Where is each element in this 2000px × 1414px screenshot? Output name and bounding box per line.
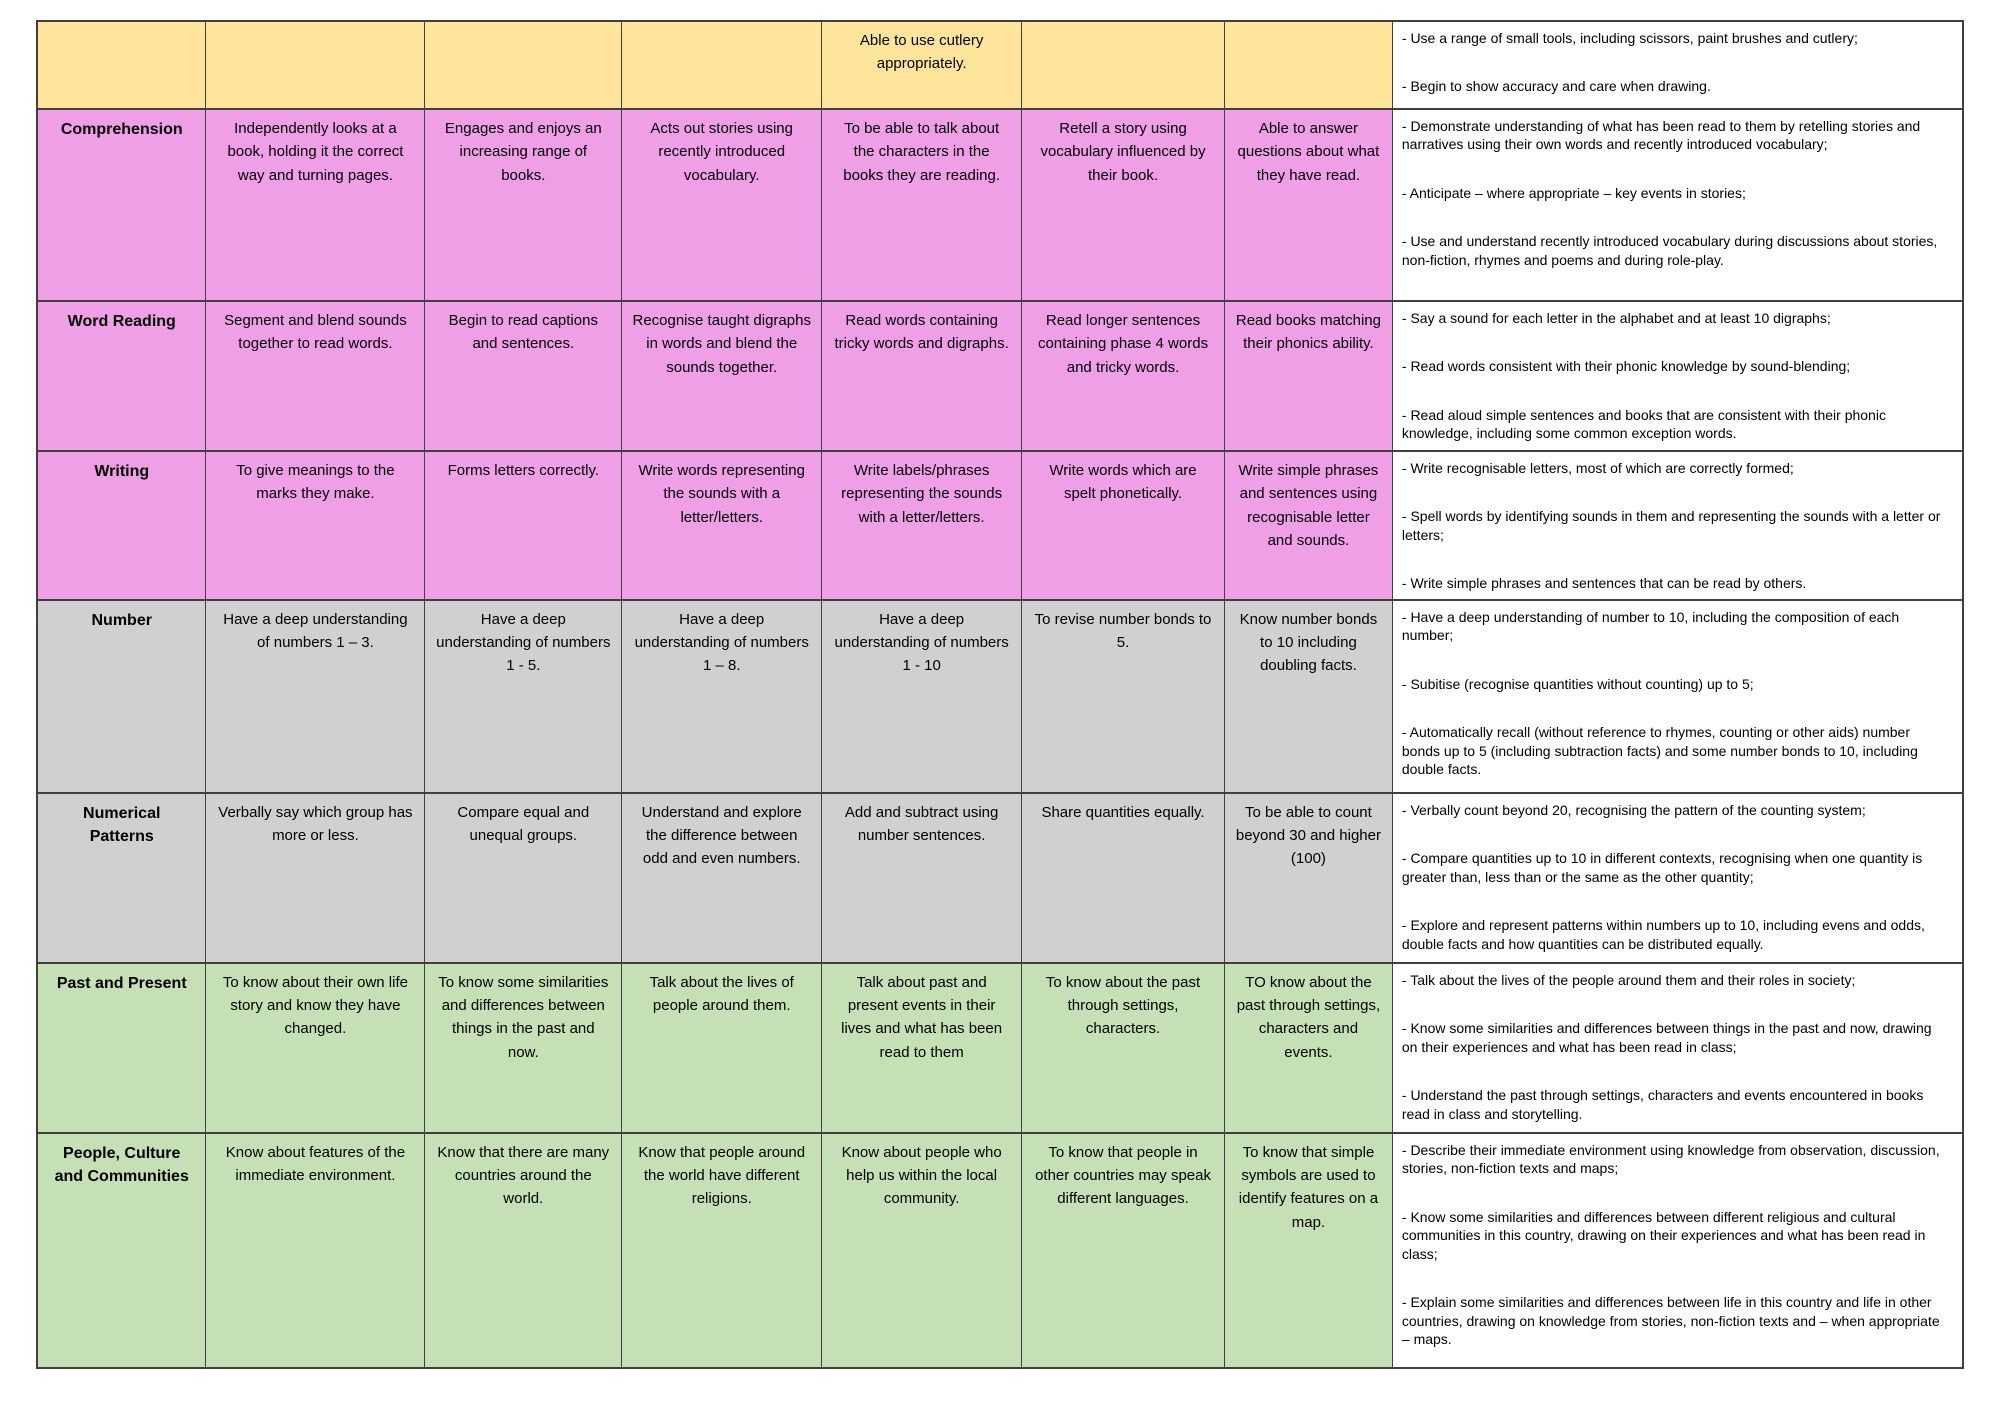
term-cell: Share quantities equally. bbox=[1022, 793, 1225, 963]
term-cell: To know about the past through settings, characters. bbox=[1022, 963, 1225, 1133]
term-cell: Know that there are many countries around the world. bbox=[425, 1133, 622, 1368]
term-cell: Begin to read captions and sentences. bbox=[425, 301, 622, 451]
elg-item: - Automatically recall (without reference to rhymes, counting or other aids) number bonds up to 5 (including subtraction facts) and some number bonds to 10, including double facts. bbox=[1401, 724, 1918, 778]
term-cell: Write words representing the sounds with a letter/letters. bbox=[622, 451, 822, 600]
table-row bbox=[37, 451, 1963, 600]
term-cell: Verbally say which group has more or less. bbox=[206, 793, 425, 963]
table-row bbox=[37, 301, 1963, 451]
term-cell: Add and subtract using number sentences. bbox=[822, 793, 1022, 963]
term-cell: Know number bonds to 10 including doubling facts. bbox=[1224, 600, 1392, 793]
elg-cell bbox=[1392, 600, 1963, 793]
elg-item: - Verbally count beyond 20, recognising the pattern of the counting system; bbox=[1401, 801, 1866, 818]
term-cell: Write words which are spelt phonetically. bbox=[1022, 451, 1225, 600]
table-row bbox=[37, 1133, 1963, 1368]
term-cell: Able to use cutlery appropriately. bbox=[822, 21, 1022, 109]
elg-item: - Explore and represent patterns within numbers up to 10, including evens and odds, double facts and how quantities can be distributed equally. bbox=[1401, 917, 1925, 952]
elg-item: - Talk about the lives of the people around them and their roles in society; bbox=[1401, 971, 1856, 988]
elg-item: - Anticipate – where appropriate – key events in stories; bbox=[1401, 184, 1746, 201]
elg-cell bbox=[1392, 1133, 1963, 1368]
elg-item: - Explain some similarities and differences between life in this country and life in other countries, drawing on knowledge from stories, non-fiction texts and – when appropriate – maps. bbox=[1401, 1294, 1940, 1348]
elg-item: - Know some similarities and differences between things in the past and now, drawing on their experiences and what has been read in class; bbox=[1401, 1020, 1932, 1055]
row-label: Writing bbox=[37, 451, 206, 600]
row-label: Number bbox=[37, 600, 206, 793]
term-cell: Read words containing tricky words and digraphs. bbox=[822, 301, 1022, 451]
term-cell: Know that people around the world have different religions. bbox=[622, 1133, 822, 1368]
term-cell: Independently looks at a book, holding it the correct way and turning pages. bbox=[206, 109, 425, 301]
term-cell: Understand and explore the difference between odd and even numbers. bbox=[622, 793, 822, 963]
term-cell: Read longer sentences containing phase 4 words and tricky words. bbox=[1022, 301, 1225, 451]
term-cell bbox=[1224, 21, 1392, 109]
row-label: Word Reading bbox=[37, 301, 206, 451]
term-cell bbox=[425, 21, 622, 109]
row-label: People, Culture and Communities bbox=[37, 1133, 206, 1368]
term-cell: Know about people who help us within the local community. bbox=[822, 1133, 1022, 1368]
elg-item: - Read words consistent with their phonic knowledge by sound-blending; bbox=[1401, 358, 1851, 375]
elg-item: - Know some similarities and differences between different religious and cultural communities in this country, drawing on their experiences and what has been read in class; bbox=[1401, 1208, 1926, 1262]
elg-item: - Write recognisable letters, most of which are correctly formed; bbox=[1401, 460, 1794, 476]
elg-item: - Use a range of small tools, including scissors, paint brushes and cutlery; bbox=[1401, 30, 1858, 46]
term-cell: Have a deep understanding of numbers 1 - 5. bbox=[425, 600, 622, 793]
table-row bbox=[37, 21, 1963, 109]
term-cell: To be able to count beyond 30 and higher (100) bbox=[1224, 793, 1392, 963]
term-cell: Acts out stories using recently introduced vocabulary. bbox=[622, 109, 822, 301]
term-cell: To be able to talk about the characters in the books they are reading. bbox=[822, 109, 1022, 301]
row-label: Past and Present bbox=[37, 963, 206, 1133]
elg-item: - Have a deep understanding of number to 10, including the composition of each number; bbox=[1401, 608, 1900, 644]
term-cell: To know that simple symbols are used to identify features on a map. bbox=[1224, 1133, 1392, 1368]
elg-cell bbox=[1392, 301, 1963, 451]
elg-item: - Read aloud simple sentences and books that are consistent with their phonic knowledge, including some common exception words. bbox=[1401, 406, 1886, 442]
term-cell: Engages and enjoys an increasing range of books. bbox=[425, 109, 622, 301]
term-cell: Know about features of the immediate environment. bbox=[206, 1133, 425, 1368]
elg-item: - Use and understand recently introduced vocabulary during discussions about stories, non-fiction, rhymes and poems and during role-play. bbox=[1401, 233, 1938, 268]
elg-cell bbox=[1392, 109, 1963, 301]
term-cell: Have a deep understanding of numbers 1 - 10 bbox=[822, 600, 1022, 793]
elg-cell bbox=[1392, 963, 1963, 1133]
elg-cell bbox=[1392, 21, 1963, 109]
term-cell: Forms letters correctly. bbox=[425, 451, 622, 600]
elg-item: - Say a sound for each letter in the alphabet and at least 10 digraphs; bbox=[1401, 310, 1831, 326]
elg-item: - Subitise (recognise quantities without counting) up to 5; bbox=[1401, 675, 1754, 692]
elg-item: - Compare quantities up to 10 in different contexts, recognising when one quantity is greater than, less than or the same as the other quantity; bbox=[1401, 850, 1923, 885]
elg-item: - Begin to show accuracy and care when drawing. bbox=[1401, 78, 1711, 95]
term-cell: Recognise taught digraphs in words and blend the sounds together. bbox=[622, 301, 822, 451]
term-cell: Able to answer questions about what they have read. bbox=[1224, 109, 1392, 301]
term-cell: Write labels/phrases representing the sounds with a letter/letters. bbox=[822, 451, 1022, 600]
term-cell: Compare equal and unequal groups. bbox=[425, 793, 622, 963]
term-cell: Segment and blend sounds together to read words. bbox=[206, 301, 425, 451]
term-cell: To know about their own life story and know they have changed. bbox=[206, 963, 425, 1133]
term-cell: Have a deep understanding of numbers 1 – 3. bbox=[206, 600, 425, 793]
elg-item: - Understand the past through settings, characters and events encountered in books read in class and storytelling. bbox=[1401, 1087, 1924, 1122]
term-cell: Write simple phrases and sentences using recognisable letter and sounds. bbox=[1224, 451, 1392, 600]
term-cell: To know some similarities and differences between things in the past and now. bbox=[425, 963, 622, 1133]
elg-item: - Demonstrate understanding of what has been read to them by retelling stories and narratives using their own words and recently introduced vocabulary; bbox=[1401, 118, 1921, 153]
table-row bbox=[37, 963, 1963, 1133]
row-label bbox=[37, 21, 206, 109]
table-row bbox=[37, 600, 1963, 793]
term-cell: To know that people in other countries may speak different languages. bbox=[1022, 1133, 1225, 1368]
table-row bbox=[37, 109, 1963, 301]
term-cell bbox=[1022, 21, 1225, 109]
term-cell: TO know about the past through settings, characters and events. bbox=[1224, 963, 1392, 1133]
elg-item: - Spell words by identifying sounds in them and representing the sounds with a letter or letters; bbox=[1401, 508, 1941, 543]
term-cell: Read books matching their phonics ability. bbox=[1224, 301, 1392, 451]
term-cell: To give meanings to the marks they make. bbox=[206, 451, 425, 600]
elg-item: - Write simple phrases and sentences that can be read by others. bbox=[1401, 575, 1807, 592]
term-cell bbox=[206, 21, 425, 109]
term-cell bbox=[622, 21, 822, 109]
elg-cell bbox=[1392, 451, 1963, 600]
term-cell: To revise number bonds to 5. bbox=[1022, 600, 1225, 793]
curriculum-table bbox=[36, 20, 1964, 1369]
row-label: Numerical Patterns bbox=[37, 793, 206, 963]
term-cell: Have a deep understanding of numbers 1 – 8. bbox=[622, 600, 822, 793]
elg-item: - Describe their immediate environment using knowledge from observation, discussion, stories, non-fiction texts and maps; bbox=[1401, 1141, 1940, 1177]
term-cell: Talk about past and present events in their lives and what has been read to them bbox=[822, 963, 1022, 1133]
row-label: Comprehension bbox=[37, 109, 206, 301]
table-row bbox=[37, 793, 1963, 963]
term-cell: Talk about the lives of people around them. bbox=[622, 963, 822, 1133]
elg-cell bbox=[1392, 793, 1963, 963]
term-cell: Retell a story using vocabulary influenced by their book. bbox=[1022, 109, 1225, 301]
